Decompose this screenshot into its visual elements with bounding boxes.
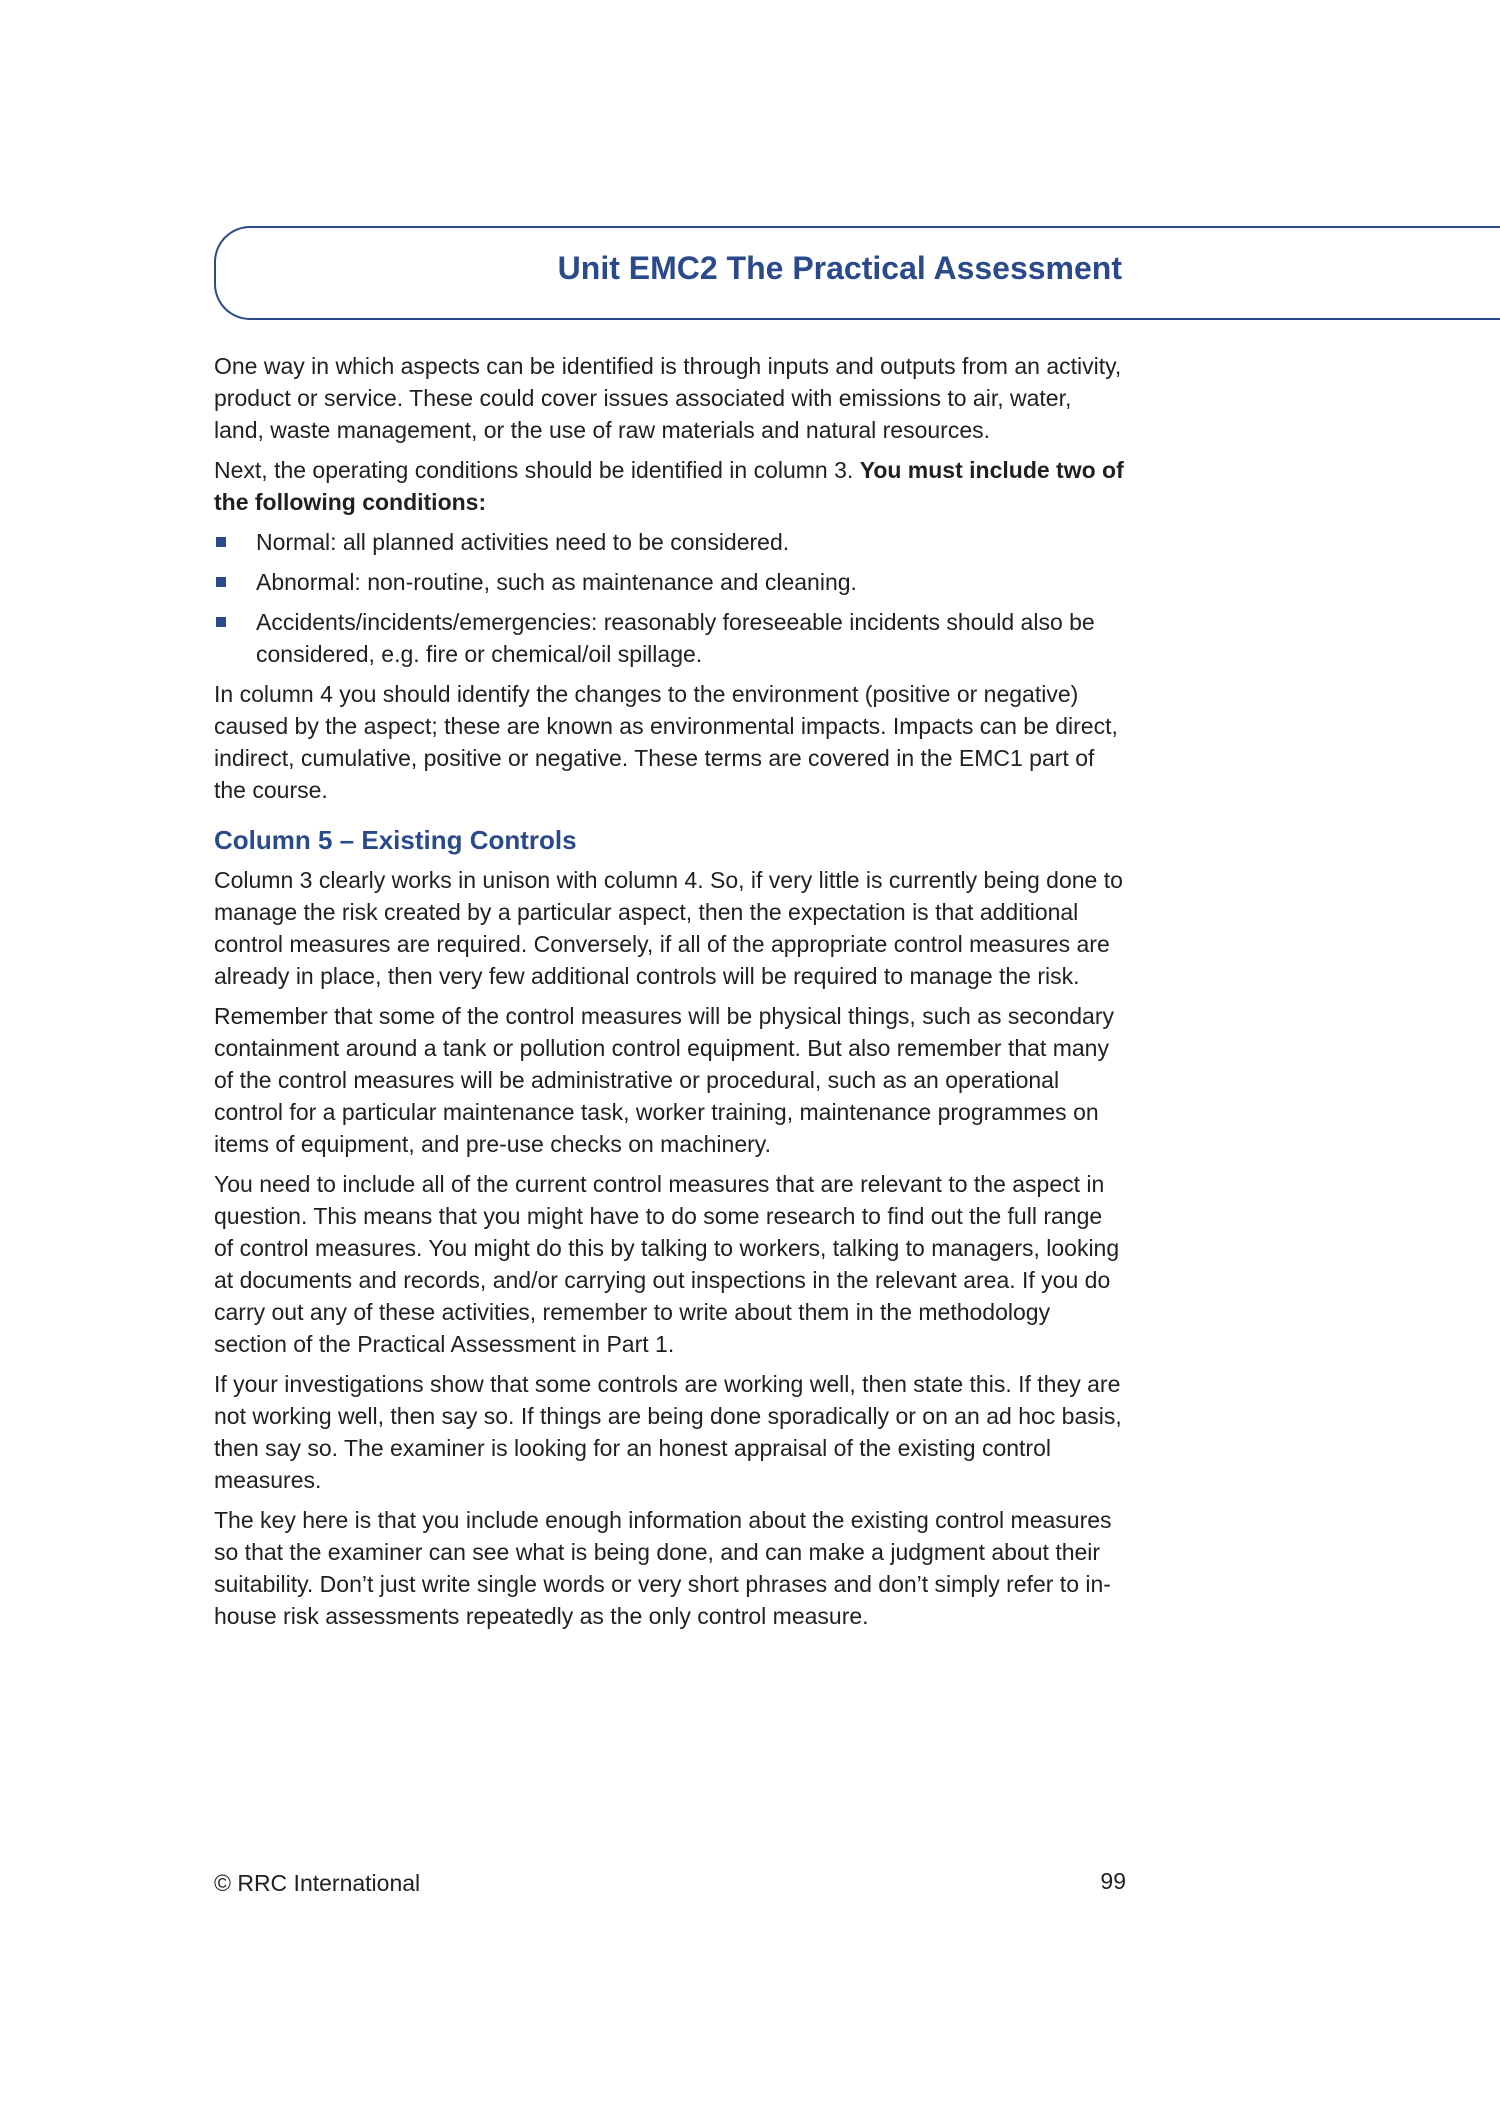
operating-conditions-requirement: You must include two of the following conditions: (214, 457, 1124, 515)
list-item (214, 606, 1126, 670)
paragraph-operating-conditions (214, 454, 1126, 518)
page-number: 99 (1100, 1868, 1126, 1894)
list-item (214, 526, 1126, 558)
page-title: Unit EMC2 The Practical Assessment (557, 250, 1122, 286)
list-item (214, 566, 1126, 598)
square-bullet-icon (216, 577, 226, 587)
paragraph-column-unison: Column 3 clearly works in unison with column 4. So, if very little is currently being done to manage the risk created by a particular aspect, then the expectation is that additional control measures are required. Conversely, if all of the appropriate control measures are already in place, then very few additional controls will be required to manage the risk. (214, 867, 1123, 989)
list-item-text: Normal: all planned activities need to be considered. (256, 529, 790, 555)
conditions-list (214, 526, 1126, 670)
paragraph-key-information: The key here is that you include enough information about the existing control measures so that the examiner can see what is being done, and can make a judgment about their suitability. Don’t just write single words or very short phrases and don’t simply refer to in-house risk assessments repeatedly as the only control measure. (214, 1507, 1112, 1629)
square-bullet-icon (216, 537, 226, 547)
paragraph-investigations: If your investigations show that some controls are working well, then state this. If they are not working well, then say so. If things are being done sporadically or on an ad hoc basis, then say so. The examiner is looking for an honest appraisal of the existing control measures. (214, 1371, 1122, 1493)
paragraph-physical-controls: Remember that some of the control measures will be physical things, such as secondary containment around a tank or pollution control equipment. But also remember that many of the control measures will be administrative or procedural, such as an operational control for a particular maintenance task, worker training, maintenance programmes on items of equipment, and pre-use checks on machinery. (214, 1003, 1114, 1157)
operating-conditions-text: Next, the operating conditions should be identified in column 3. (214, 457, 860, 483)
list-item-text: Accidents/incidents/emergencies: reasonably foreseeable incidents should also be considered, e.g. fire or chemical/oil spillage. (256, 609, 1095, 667)
paragraph-aspects-identification: One way in which aspects can be identified is through inputs and outputs from an activity, product or service. These could cover issues associated with emissions to air, water, land, waste management, or the use of raw materials and natural resources. (214, 353, 1122, 443)
square-bullet-icon (216, 617, 226, 627)
main-content (214, 350, 1126, 1640)
paragraph-current-controls: You need to include all of the current control measures that are relevant to the aspect in question. This means that you might have to do some research to find out the full range of control measures. You might do this by talking to workers, talking to managers, looking at documents and records, and/or carrying out inspections in the relevant area. If you do carry out any of these activities, remember to write about them in the methodology section of the Practical Assessment in Part 1. (214, 1171, 1120, 1357)
footer-copyright: © RRC International (214, 1870, 421, 1896)
section-heading: Column 5 – Existing Controls (214, 825, 577, 855)
list-item-text: Abnormal: non-routine, such as maintenance and cleaning. (256, 569, 857, 595)
paragraph-environmental-impacts: In column 4 you should identify the changes to the environment (positive or negative) caused by the aspect; these are known as environmental impacts. Impacts can be direct, indirect, cumulative, positive or negative. These terms are covered in the EMC1 part of the course. (214, 681, 1118, 803)
